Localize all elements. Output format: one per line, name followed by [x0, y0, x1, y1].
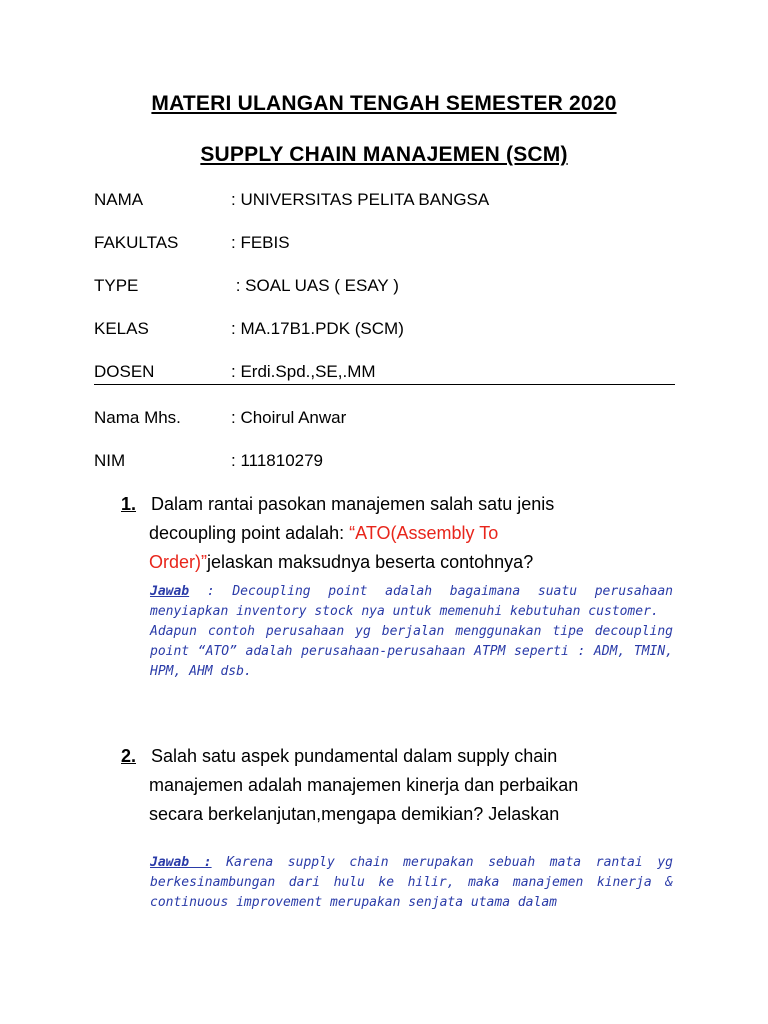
info-label: KELAS: [94, 319, 149, 338]
info-label: NAMA: [94, 190, 144, 209]
answer-2: [150, 853, 673, 913]
answer-text: : Decoupling point adalah bagaimana suatu perusahaan menyiapkan inventory stock nya untuk memenuhi kebutuhan customer.: [150, 584, 673, 619]
answer-label: Jawab :: [150, 855, 212, 870]
answer-text: Karena supply chain merupakan sebuah mata rantai yg berkesinambungan dari hulu ke hilir, maka manajemen kinerja & continuous improvement merupakan senjata utama dalam: [150, 855, 673, 910]
question-highlight: “ATO(Assembly To: [349, 523, 499, 543]
question-highlight: Order)”: [149, 552, 207, 572]
info-label: NIM: [94, 451, 126, 470]
info-label: Nama Mhs.: [94, 408, 181, 427]
info-value: : Erdi.Spd.,SE,.MM: [231, 362, 376, 381]
question-1: [121, 490, 681, 577]
info-value: : UNIVERSITAS PELITA BANGSA: [231, 190, 490, 209]
answer-label: Jawab: [150, 584, 190, 599]
question-text: secara berkelanjutan,mengapa demikian? Jelaskan: [149, 804, 560, 824]
question-text: Salah satu aspek pundamental dalam supply chain: [151, 746, 558, 766]
question-2: [121, 742, 681, 829]
question-text: jelaskan maksudnya beserta contohnya?: [207, 552, 534, 572]
header-divider: [94, 384, 675, 385]
info-value: : 111810279: [231, 451, 324, 470]
info-value: : Choirul Anwar: [231, 408, 347, 427]
info-label: DOSEN: [94, 362, 155, 381]
exam-title: MATERI ULANGAN TENGAH SEMESTER 2020: [151, 92, 617, 115]
course-title: SUPPLY CHAIN MANAJEMEN (SCM): [200, 143, 568, 166]
info-label: FAKULTAS: [94, 233, 179, 252]
info-label: TYPE: [94, 276, 139, 295]
info-value: : FEBIS: [231, 233, 290, 252]
question-number: 1.: [121, 494, 137, 514]
question-text: Dalam rantai pasokan manajemen salah satu jenis: [151, 494, 555, 514]
question-text: manajemen adalah manajemen kinerja dan perbaikan: [149, 775, 579, 795]
answer-1: [150, 582, 673, 682]
info-value: : SOAL UAS ( ESAY ): [231, 276, 399, 295]
question-number: 2.: [121, 746, 137, 766]
question-text: decoupling point adalah:: [149, 523, 350, 543]
info-value: : MA.17B1.PDK (SCM): [231, 319, 404, 338]
answer-text: Adapun contoh perusahaan yg berjalan menggunakan tipe decoupling point “ATO” adalah perusahaan-perusahaan ATPM seperti : ADM, TMIN, HPM, AHM dsb.: [150, 624, 673, 679]
